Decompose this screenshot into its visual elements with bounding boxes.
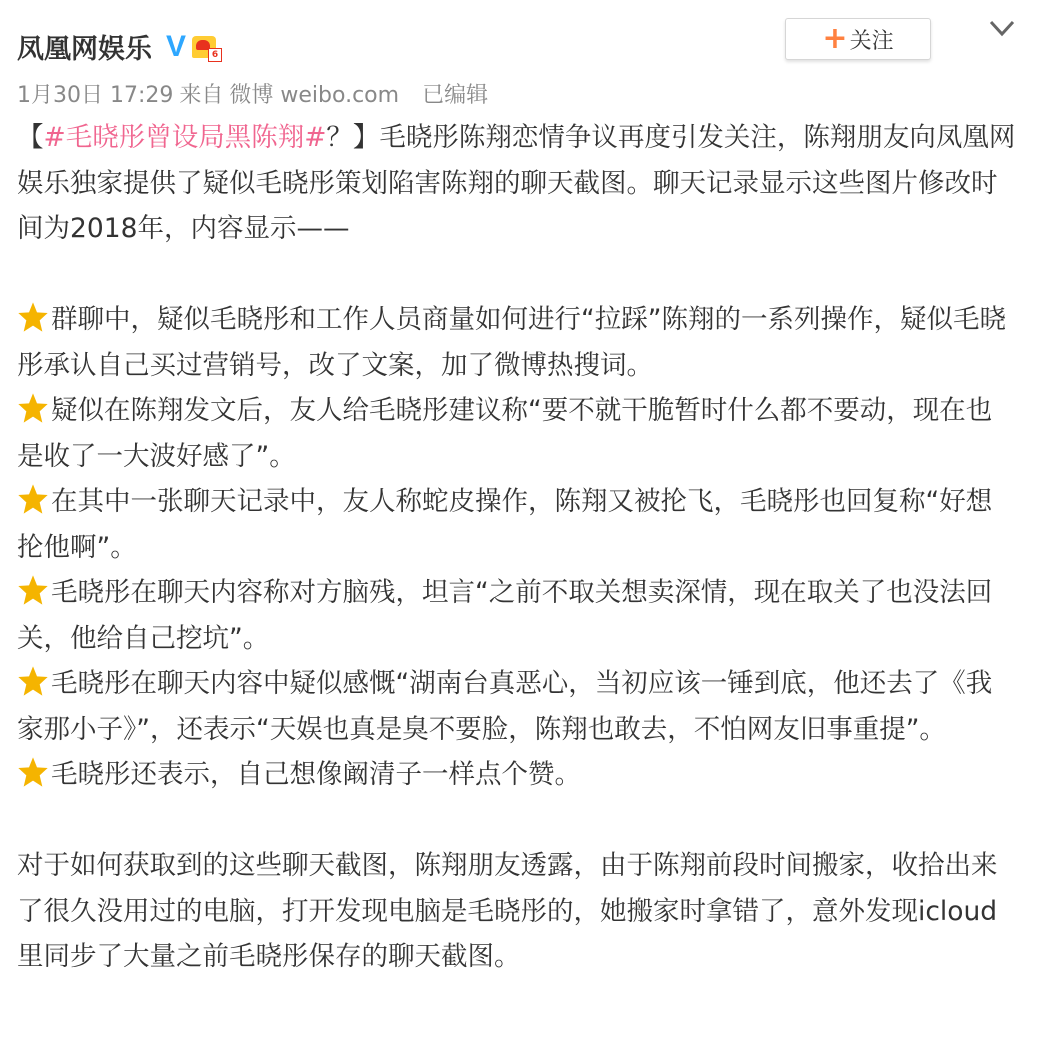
star-icon (17, 483, 49, 515)
crown-member-icon[interactable] (192, 32, 222, 62)
star-icon (17, 301, 49, 333)
bracket: 【 (17, 122, 44, 153)
follow-label: 关注 (849, 28, 894, 54)
intro-text: ？】毛晓彤陈翔恋情争议再度引发关注，陈翔朋友向凤凰网娱乐独家提供了疑似毛晓彤策划陷害陈翔的聊天截图。聊天记录显示这些图片修改时间为2018年，内容显示—— (17, 122, 1016, 244)
post-header (0, 0, 1048, 115)
bullet-text: 毛晓彤在聊天内容称对方脑残，坦言“之前不取关想卖深情，现在取关了也没法回关，他给自己挖坑”。 (17, 577, 993, 654)
account-name[interactable]: 凤凰网娱乐 (17, 34, 152, 65)
source-prefix: 来自 (179, 83, 224, 108)
bullet-text: 疑似在陈翔发文后，友人给毛晓彤建议称“要不就干脆暂时什么都不要动，现在也是收了一大波好感了”。 (17, 395, 993, 472)
bullet-text: 毛晓彤还表示，自己想像阚清子一样点个赞。 (51, 759, 581, 790)
plus-icon: + (822, 21, 848, 56)
account-name-row (17, 27, 222, 66)
topic-link[interactable]: #毛晓彤曾设局黑陈翔# (43, 122, 327, 153)
member-level: 6 (208, 48, 222, 62)
bullet-text: 毛晓彤在聊天内容中疑似感慨“湖南台真恶心，当初应该一锤到底，他还去了《我家那小子》”，还表示“天娱也真是臭不要脸，陈翔也敢去，不怕网友旧事重提”。 (17, 668, 993, 745)
bullet-list (17, 297, 1017, 798)
bullet-item (17, 661, 1017, 752)
intro-paragraph (17, 115, 1017, 252)
bullet-text: 在其中一张聊天记录中，友人称蛇皮操作，陈翔又被抡飞，毛晓彤也回复称“好想抡他啊”。 (17, 486, 993, 563)
bullet-item (17, 297, 1017, 388)
star-icon (17, 574, 49, 606)
star-icon (17, 665, 49, 697)
closing-paragraph: 对于如何获取到的这些聊天截图，陈翔朋友透露，由于陈翔前段时间搬家，收拾出来了很久没用过的电脑，打开发现电脑是毛晓彤的，她搬家时拿错了，意外发现icloud里同步了大量之前毛晓彤保存的聊天截图。 (17, 850, 998, 972)
edited-label[interactable]: 已编辑 (422, 83, 489, 108)
bullet-item (17, 570, 1017, 661)
verified-icon: V (166, 29, 187, 63)
bullet-item (17, 479, 1017, 570)
post-time[interactable]: 1月30日 17:29 (17, 83, 174, 108)
post-meta (17, 78, 494, 109)
bullet-item (17, 388, 1017, 479)
follow-button[interactable] (785, 18, 931, 60)
chevron-down-icon[interactable] (987, 16, 1017, 40)
post-content (17, 115, 1017, 980)
bullet-text: 群聊中，疑似毛晓彤和工作人员商量如何进行“拉踩”陈翔的一系列操作，疑似毛晓彤承认自己买过营销号，改了文案，加了微博热搜词。 (17, 304, 1006, 381)
post-source[interactable]: 微博 weibo.com (229, 83, 400, 108)
star-icon (17, 392, 49, 424)
bullet-item (17, 752, 1017, 798)
star-icon (17, 756, 49, 788)
